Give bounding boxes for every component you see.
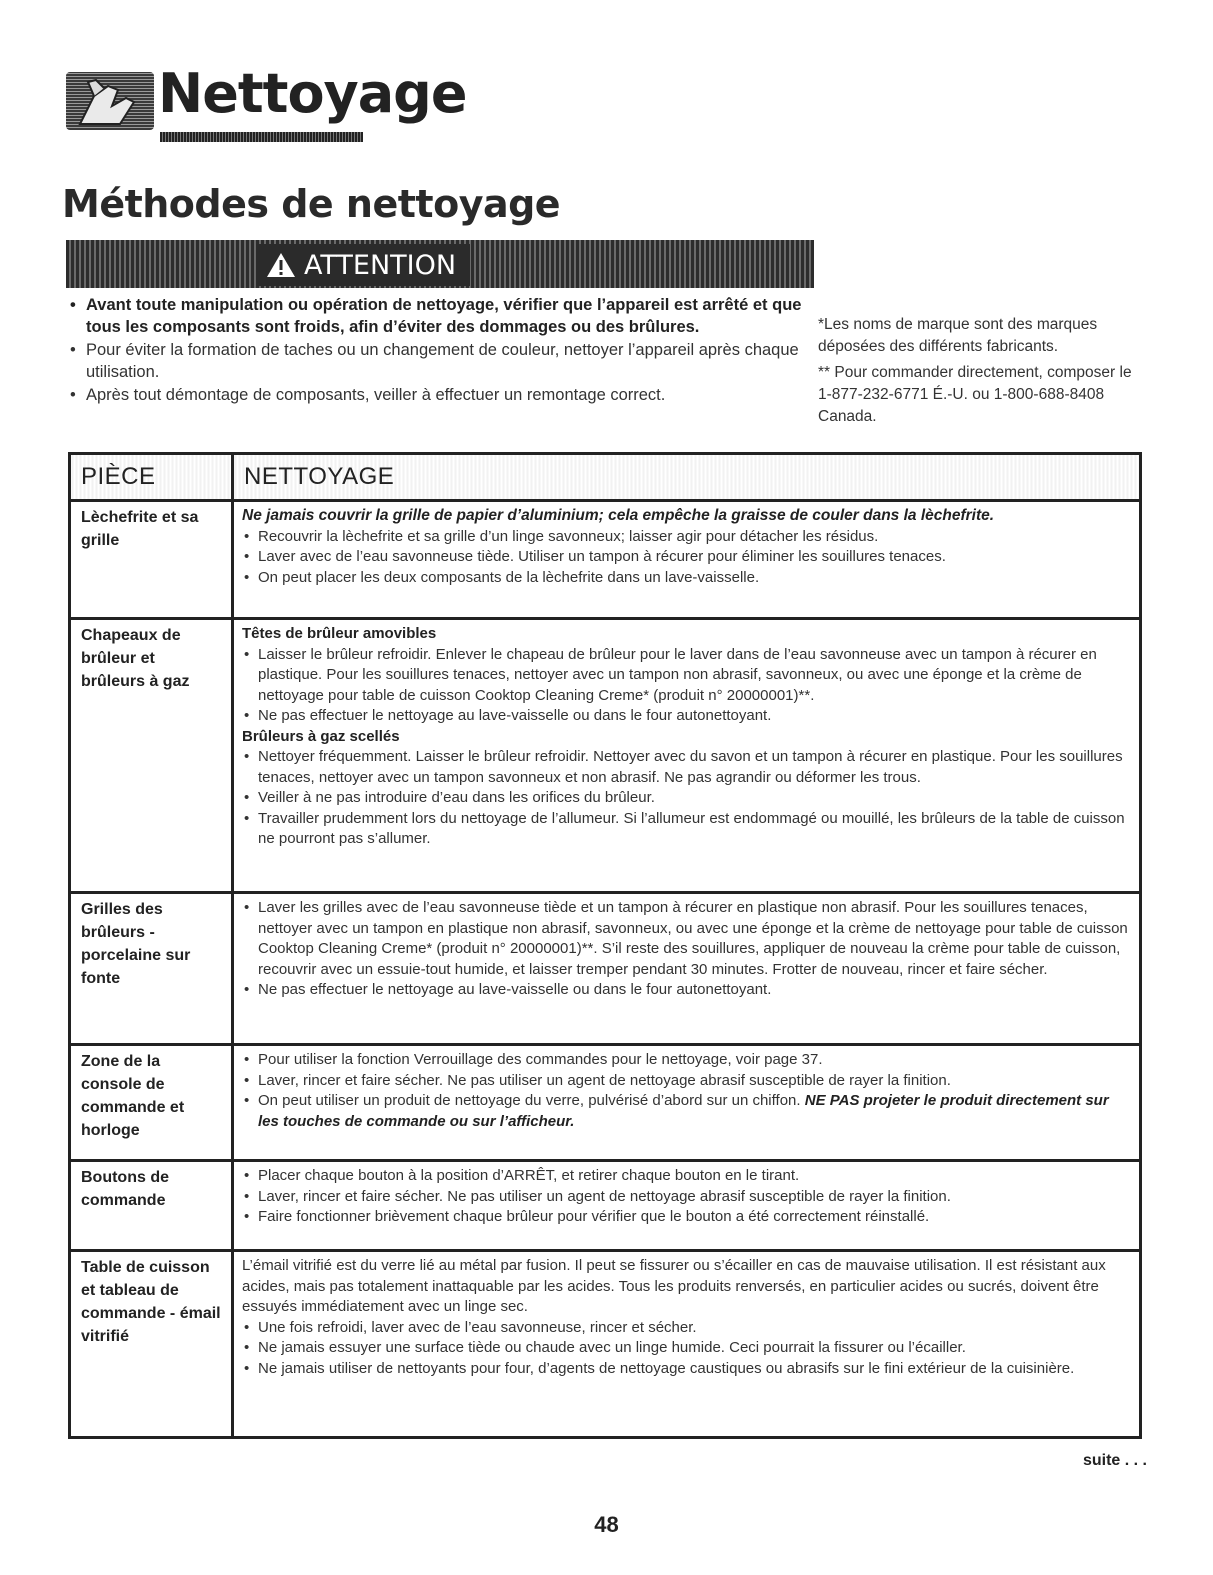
row-cleaning-content bbox=[233, 619, 1141, 893]
cleaning-table bbox=[68, 452, 1142, 1439]
attention-item: • Après tout démontage de composants, veiller à effectuer un remontage correct. bbox=[70, 386, 666, 404]
continued-label: suite . . . bbox=[1082, 1452, 1147, 1469]
row-warning-text: Ne jamais couvrir la grille de papier d’aluminium; cela empêche la graisse de couler dans la lèchefrite. bbox=[242, 507, 995, 524]
order-note: ** Pour commander directement, composer le 1-877-232-6771 É.-U. ou 1-800-688-8408 Canada. bbox=[818, 364, 1132, 425]
column-header-piece: PIÈCE bbox=[70, 454, 233, 501]
title-underline bbox=[160, 132, 363, 142]
row-piece-label: Lèchefrite et sa grille bbox=[70, 501, 233, 619]
row-intro-text: L’émail vitrifié est du verre lié au métal par fusion. Il peut se fissurer ou s’écailler en cas de mauvaise utilisation. Il est résistant aux acides, mais pas totalement inattaquable par les acides. Tous les produits renversés, en particulier acides ou sucrés, doivent être essuyés immédiatement avec un linge sec. bbox=[242, 1257, 1106, 1315]
list-item: • Veiller à ne pas introduire d’eau dans les orifices du brûleur. bbox=[244, 789, 655, 806]
list-item: • Laisser le brûleur refroidir. Enlever le chapeau de brûleur pour le laver dans de l’eau savonneuse avec un tampon à récurer en plastique. Pour les souillures tenaces, nettoyer avec un tampon non abrasif, savonneux, ou avec une éponge et la crème de nettoyage pour table de cuisson Cooktop Cleaning Creme* (produit n° 20000001)**. bbox=[244, 645, 1097, 704]
list-item: • On peut utiliser un produit de nettoyage du verre, pulvérisé d’abord sur un chiffon. NE PAS projeter le produit directement sur les touches de commande ou sur l’afficheur. bbox=[244, 1092, 1109, 1130]
attention-list bbox=[64, 294, 804, 406]
row-piece-label: Chapeaux de brûleur et brûleurs à gaz bbox=[70, 619, 233, 893]
row-piece-label: Grilles des brûleurs - porcelaine sur fonte bbox=[70, 893, 233, 1045]
warning-triangle-icon bbox=[266, 252, 296, 278]
page-number: 48 bbox=[594, 1512, 619, 1537]
column-header-nettoyage: NETTOYAGE bbox=[233, 454, 1141, 501]
table-row bbox=[70, 501, 1141, 619]
table-header-row bbox=[70, 454, 1141, 501]
list-item: • Faire fonctionner brièvement chaque brûleur pour vérifier que le bouton a été correctement réinstallé. bbox=[244, 1208, 930, 1225]
table-row bbox=[70, 619, 1141, 893]
subheading: Têtes de brûleur amovibles bbox=[242, 625, 437, 642]
row-piece-label: Zone de la console de commande et horloge bbox=[70, 1045, 233, 1161]
emphasis-text: NE PAS projeter le produit directement sur les touches de commande ou sur l’afficheur. bbox=[258, 1092, 1109, 1130]
list-item: • On peut placer les deux composants de la lèchefrite dans un lave-vaisselle. bbox=[244, 568, 760, 586]
list-item: • Pour utiliser la fonction Verrouillage des commandes pour le nettoyage, voir page 37. bbox=[244, 1051, 823, 1068]
row-cleaning-content bbox=[233, 501, 1141, 619]
row-piece-label: Table de cuisson et tableau de commande - émail vitrifié bbox=[81, 1259, 221, 1345]
list-item: • Une fois refroidi, laver avec de l’eau savonneuse, rincer et sécher. bbox=[244, 1318, 697, 1336]
table-row bbox=[70, 1045, 1141, 1161]
list-item: • Travailler prudemment lors du nettoyage de l’allumeur. Si l’allumeur est endommagé ou mouillé, les brûleurs de la table de cuisson ne pourront pas s’allumer. bbox=[244, 809, 1125, 847]
attention-text: ATTENTION bbox=[304, 249, 457, 281]
subheading: Brûleurs à gaz scellés bbox=[242, 727, 400, 745]
list-item: • Ne pas effectuer le nettoyage au lave-vaisselle ou dans le four autonettoyant. bbox=[244, 707, 772, 724]
section-heading: Méthodes de nettoyage bbox=[62, 182, 561, 226]
list-item: • Laver les grilles avec de l’eau savonneuse tiède et un tampon à récurer en plastique non abrasif. Pour les souillures tenaces, nettoyer avec un tampon en plastique non abrasif, savonneux, ou avec une éponge et la crème de nettoyage pour table de cuisson Cooktop Cleaning Creme* (produit n° 20000001)**. S’il reste des souillures, appliquer de nouveau la crème pour table de cuisson, recouvrir avec un essuie-tout humide, et laisser tremper pendant 30 minutes. Frotter de nouveau, rincer et faire sécher. bbox=[244, 899, 1128, 978]
attention-label bbox=[256, 244, 470, 286]
row-cleaning-content bbox=[233, 893, 1141, 1045]
list-item: • Ne jamais essuyer une surface tiède ou chaude avec un linge humide. Ceci pourrait la fissurer ou l’écailler. bbox=[244, 1339, 966, 1356]
table-row bbox=[70, 893, 1141, 1045]
table-row bbox=[70, 1251, 1141, 1438]
row-cleaning-content bbox=[233, 1045, 1141, 1161]
list-item: • Laver avec de l’eau savonneuse tiède. Utiliser un tampon à récurer pour éliminer les souillures tenaces. bbox=[244, 548, 946, 565]
list-item: • Recouvrir la lèchefrite et sa grille d’un linge savonneux; laisser agir pour détacher les résidus. bbox=[244, 527, 879, 545]
row-cleaning-content bbox=[233, 1251, 1141, 1438]
list-item: • Laver, rincer et faire sécher. Ne pas utiliser un agent de nettoyage abrasif susceptible de rayer la finition. bbox=[244, 1071, 951, 1089]
list-item: • Ne pas effectuer le nettoyage au lave-vaisselle ou dans le four autonettoyant. bbox=[244, 981, 772, 998]
list-item: • Nettoyer fréquemment. Laisser le brûleur refroidir. Nettoyer avec du savon et un tampon à récurer en plastique. Pour les souillures tenaces, nettoyer avec un tampon savonneux et non abrasif. Ne pas agrandir ou déformer les trous. bbox=[244, 748, 1123, 786]
row-piece-label: Boutons de commande bbox=[70, 1161, 233, 1251]
page-title: Nettoyage bbox=[158, 62, 467, 125]
table-row bbox=[70, 1161, 1141, 1251]
list-item: • Laver, rincer et faire sécher. Ne pas utiliser un agent de nettoyage abrasif susceptible de rayer la finition. bbox=[244, 1187, 951, 1205]
list-item: • Placer chaque bouton à la position d’ARRÊT, et retirer chaque bouton en le tirant. bbox=[244, 1167, 800, 1184]
attention-item: • Avant toute manipulation ou opération de nettoyage, vérifier que l’appareil est arrêté et que tous les composants sont froids, afin d’éviter des dommages ou des brûlures. bbox=[70, 296, 802, 336]
footnotes bbox=[818, 314, 1148, 428]
list-item: • Ne jamais utiliser de nettoyants pour four, d’agents de nettoyage caustiques ou abrasifs sur le fini extérieur de la cuisinière. bbox=[244, 1359, 1075, 1377]
cleaning-hand-icon bbox=[66, 72, 154, 130]
trademark-note: *Les noms de marque sont des marques déposées des différents fabricants. bbox=[818, 316, 1098, 355]
attention-item: • Pour éviter la formation de taches ou un changement de couleur, nettoyer l’appareil après chaque utilisation. bbox=[70, 341, 799, 381]
row-cleaning-content bbox=[233, 1161, 1141, 1251]
